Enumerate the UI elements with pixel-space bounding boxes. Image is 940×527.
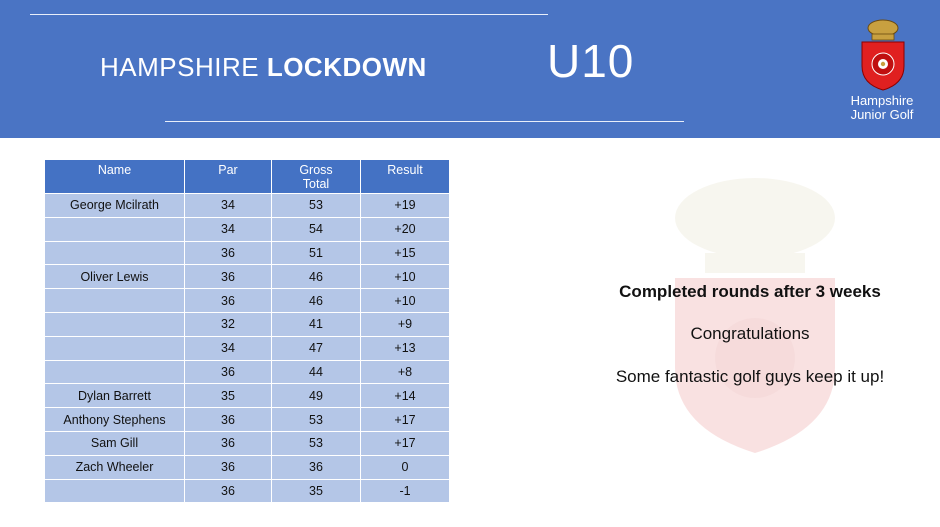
cell-gross-total: 41	[272, 312, 361, 336]
cell-result: +13	[361, 336, 450, 360]
cell-result: +10	[361, 265, 450, 289]
cell-result: 0	[361, 455, 450, 479]
cell-result: +17	[361, 408, 450, 432]
header-gross-total-label: Gross Total	[299, 163, 333, 191]
cell-par: 36	[185, 265, 272, 289]
logo-line-2: Junior Golf	[850, 107, 914, 122]
cell-name	[45, 336, 185, 360]
cell-result: +20	[361, 217, 450, 241]
title-bold: LOCKDOWN	[266, 52, 427, 82]
cell-par: 36	[185, 241, 272, 265]
table-row	[45, 479, 450, 503]
cell-gross-total: 46	[272, 265, 361, 289]
cell-par: 36	[185, 289, 272, 313]
cell-name: Zach Wheeler	[45, 455, 185, 479]
cell-par: 36	[185, 360, 272, 384]
decorative-line-top	[30, 14, 548, 15]
rose-shield-icon	[852, 14, 914, 92]
cell-par: 34	[185, 217, 272, 241]
logo-caption	[832, 94, 932, 122]
cell-result: +10	[361, 289, 450, 313]
watermark-crest-icon	[660, 168, 850, 458]
encouragement-text: Some fantastic golf guys keep it up!	[615, 367, 885, 386]
table-row	[45, 194, 450, 218]
title-light: HAMPSHIRE	[100, 52, 260, 82]
cell-gross-total: 35	[272, 479, 361, 503]
cell-gross-total: 51	[272, 241, 361, 265]
cell-par: 34	[185, 194, 272, 218]
cell-par: 32	[185, 312, 272, 336]
cell-result: +9	[361, 312, 450, 336]
cell-gross-total: 53	[272, 408, 361, 432]
cell-result: +15	[361, 241, 450, 265]
cell-name	[45, 312, 185, 336]
cell-result: +19	[361, 194, 450, 218]
cell-gross-total: 53	[272, 431, 361, 455]
header-gross-total	[272, 160, 361, 194]
congratulations-text: Congratulations	[690, 324, 810, 343]
table-row	[45, 289, 450, 313]
table-row	[45, 408, 450, 432]
cell-par: 36	[185, 455, 272, 479]
cell-result: +17	[361, 431, 450, 455]
header-name: Name	[45, 160, 185, 194]
logo-line-1: Hampshire	[850, 93, 914, 108]
table-row	[45, 265, 450, 289]
table-header-row	[45, 160, 450, 194]
cell-par: 35	[185, 384, 272, 408]
cell-result: -1	[361, 479, 450, 503]
table-row	[45, 360, 450, 384]
cell-name: Sam Gill	[45, 431, 185, 455]
cell-par: 36	[185, 408, 272, 432]
cell-gross-total: 44	[272, 360, 361, 384]
hampshire-junior-golf-logo	[852, 14, 914, 92]
cell-par: 36	[185, 431, 272, 455]
cell-par: 34	[185, 336, 272, 360]
table-row	[45, 241, 450, 265]
cell-name: Anthony Stephens	[45, 408, 185, 432]
cell-result: +8	[361, 360, 450, 384]
table-row	[45, 336, 450, 360]
header-result: Result	[361, 160, 450, 194]
cell-gross-total: 49	[272, 384, 361, 408]
cell-name	[45, 479, 185, 503]
table-row	[45, 431, 450, 455]
table-row	[45, 217, 450, 241]
header-par: Par	[185, 160, 272, 194]
header-banner	[0, 0, 940, 138]
cell-gross-total: 53	[272, 194, 361, 218]
cell-name: Dylan Barrett	[45, 384, 185, 408]
table-row	[45, 455, 450, 479]
cell-gross-total: 36	[272, 455, 361, 479]
age-group-label: U10	[547, 35, 635, 87]
cell-gross-total: 47	[272, 336, 361, 360]
cell-name: Oliver Lewis	[45, 265, 185, 289]
table-row	[45, 384, 450, 408]
cell-par: 36	[185, 479, 272, 503]
cell-name	[45, 360, 185, 384]
completed-rounds-text: Completed rounds after 3 weeks	[619, 282, 881, 301]
cell-gross-total: 46	[272, 289, 361, 313]
cell-name	[45, 217, 185, 241]
cell-name	[45, 289, 185, 313]
cell-name	[45, 241, 185, 265]
decorative-line-bottom	[165, 121, 684, 122]
cell-result: +14	[361, 384, 450, 408]
table-row	[45, 312, 450, 336]
cell-name: George Mcilrath	[45, 194, 185, 218]
page-title	[100, 52, 427, 83]
cell-gross-total: 54	[272, 217, 361, 241]
results-table	[44, 159, 450, 503]
